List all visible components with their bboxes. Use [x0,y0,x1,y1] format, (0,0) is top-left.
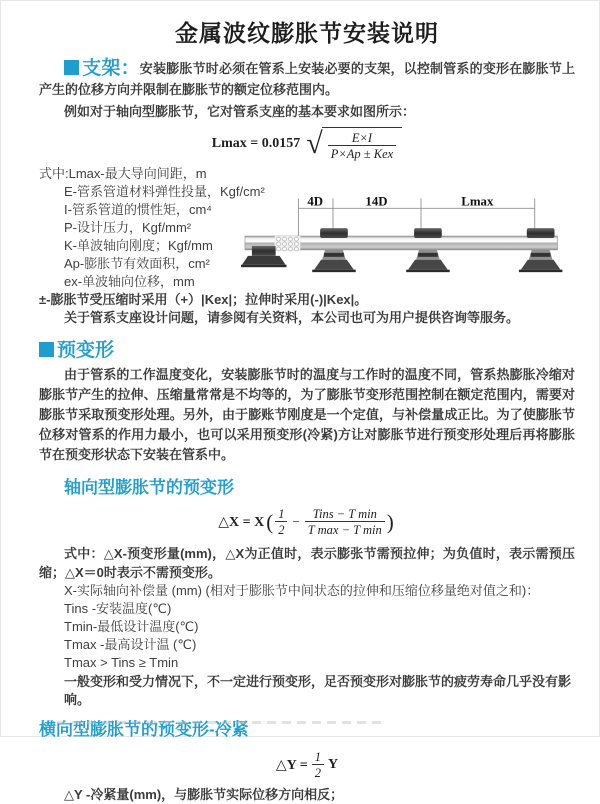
variable-line: Tmax > Tins ≥ Tmin [64,655,179,670]
axial-subheading: 轴向型膨胀节的预变形 [64,478,234,497]
dim-label-4d: 4D [307,194,324,209]
variable-line: Tins -安装温度(℃) [64,601,172,616]
temperature-numerator: Tins − T min [312,506,377,521]
open-paren: ( [266,509,274,534]
lmax-fraction [328,131,397,162]
half-fraction [312,750,324,781]
variable-line: Tmin-最低设计温度(℃) [64,619,199,634]
temperature-denominator: T max − T min [305,521,385,537]
plus-minus-note: ±-膨胀节受压缩时采用（+）|Kex|；拉伸时采用(-)|Kex|。 [39,292,368,307]
temperature-fraction [305,507,385,538]
bellows-icon [275,236,301,251]
def-line: Ap-膨胀节有效面积，cm² [64,256,210,271]
variable-line: X-实际轴向补偿量 (mm) (相对于膨胀节中间状态的拉伸和压缩位移量绝对值之和)： [64,583,540,598]
axial-formula-explanation: 式中：△X-预变形量(mm)，△X为正值时，表示膨张节需预拉伸；为负值时，表示需预压缩；△X＝0时表示不需预变形。 [39,546,575,580]
dim-label-14d: 14D [365,194,388,209]
lmax-formula-lhs: Lmax = 0.0157 [211,136,301,151]
support-closing-note: 关于管系支座设计问题，请参阅有关资料，本公司也可为用户提供咨询等服务。 [64,310,520,325]
def-line: ex-单波轴向位移，mm [64,274,195,289]
def-line: K-单波轴向刚度；Kgf/mm [64,238,213,253]
half-numerator: 1 [278,506,285,521]
predeform-section-heading [39,341,575,361]
clipped-text-line [57,721,387,724]
axial-note: 一般变形和受力情况下，不一定进行预变形，足否预变形对膨胀节的疲劳寿命几乎没有影响。 [64,674,572,707]
half-fraction [275,507,287,538]
pipe-support-diagram [243,194,599,288]
pipe-support-diagram-svg [243,194,599,288]
section-bullet-square [64,60,79,75]
support-intro-text: 安装膨胀节时必须在管系上安装必要的支架，以控制管系的变形在膨胀节上产生的位移方向并限制在膨胀节的额定位移范围内。 [39,61,575,97]
variable-line: Tmax -最高设计温 (℃) [64,637,197,652]
radicand [322,127,403,162]
lateral-subheading: 横向型膨胀节的预变形-冷紧 [39,720,249,739]
lmax-fraction-denominator: P×Ap ± Kex [328,145,397,161]
lateral-formula [39,750,575,780]
close-paren: ) [386,509,394,534]
support-intro-paragraph [39,58,575,100]
support-section-label: 支架： [82,58,140,79]
lateral-note: △Y -冷紧量(mm)，与膨胀节实际位移方向相反； [64,787,344,802]
lmax-fraction-numerator: E×I [351,130,373,145]
predeform-paragraph: 由于管系的工作温度变化，安装膨胀节时的温度与工作时的温度不同，管系热膨胀冷缩对膨胀节产生的拉伸、压缩量常常是不均等的，为了膨胀节变形范围控制在额定范围内，需要对膨胀节采取预变形处理。另外，由于膨账节刚度是一个定值，与补偿量成正比。为了使膨胀节位移对管系的作用力最小，也可以采用预变形(冷紧)方让对膨胀节进行预变形处理后再将膨胀节在预变形状态下安装在管系中。 [39,367,575,462]
def-line: 式中:Lmax-最大导向间距，m [39,166,207,181]
axial-variable-list [39,582,575,672]
support-example-line: 例如对于轴向型膨胀节，它对管系支座的基本要求如图所示： [64,104,416,119]
axial-formula [39,506,575,538]
minus-sign: − [292,514,300,529]
page-title: 金属波纹膨胀节安装说明 [175,20,439,46]
lateral-formula-rhs: Y [327,757,339,772]
half-numerator: 1 [314,749,321,764]
half-denominator: 2 [275,521,287,537]
predeform-section-label: 预变形 [57,340,115,361]
axial-formula-lhs: △X = X [218,514,265,530]
half-denominator: 2 [312,764,324,780]
radical-sign: √ [306,127,323,160]
dim-label-lmax: Lmax [461,194,494,209]
lateral-formula-lhs: △Y = [275,757,308,773]
section-bullet-square [39,342,54,357]
lmax-formula [39,127,575,161]
def-line: E-管系管道材料弹性投量，Kgf/cm² [64,184,265,199]
def-line: I-管系管道的惯性矩，cm⁴ [64,202,212,217]
def-line: P-设计压力，Kgf/mm² [64,220,192,235]
